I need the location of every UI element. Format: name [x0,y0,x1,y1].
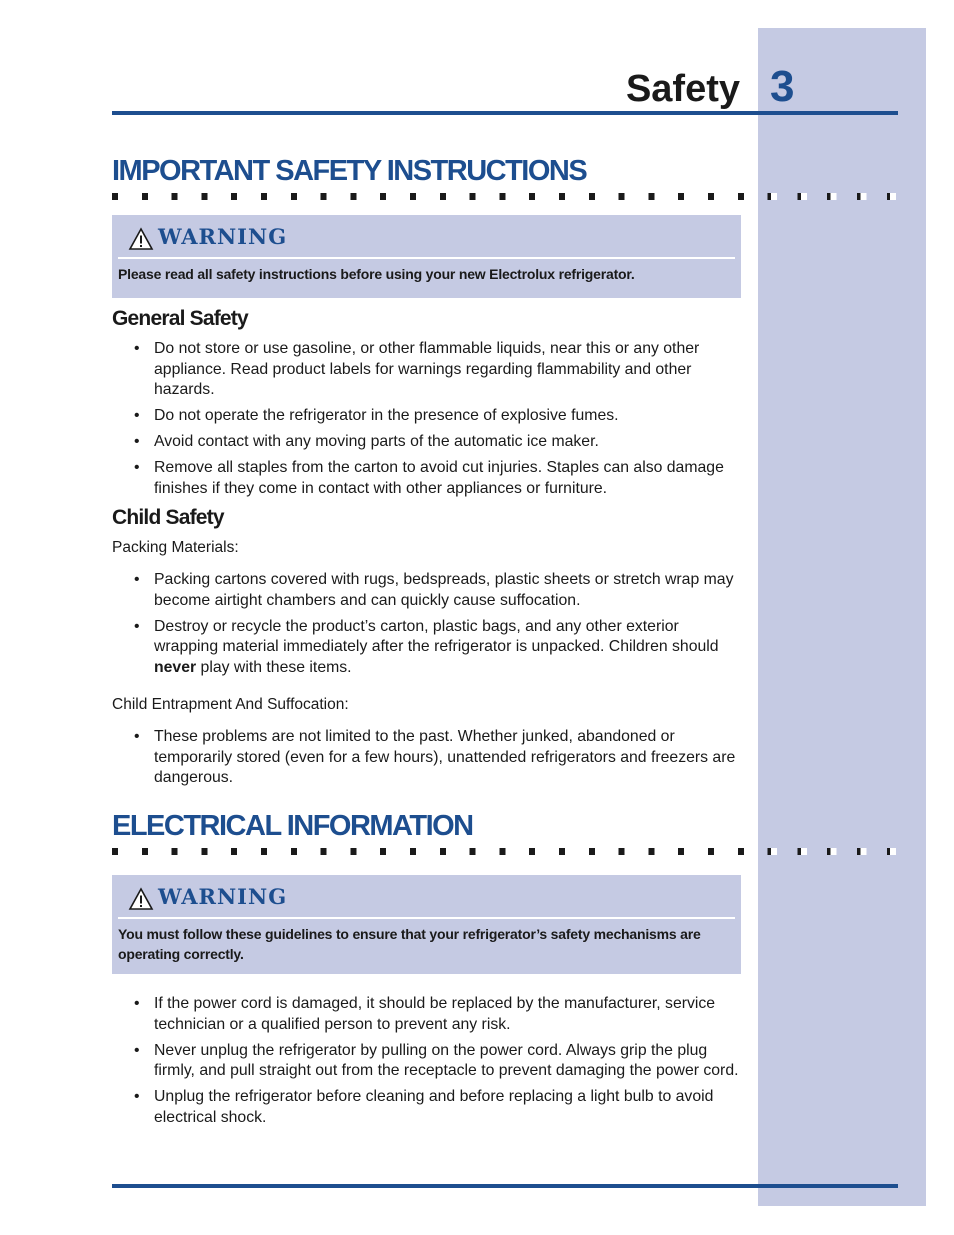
warning-box [112,215,741,298]
warning-box [112,875,741,974]
entrapment-label: Child Entrapment And Suffocation: [112,696,349,713]
warning-header [118,223,735,259]
list-item-text: play with these items. [196,658,352,676]
list-item: • Remove all staples from the carton to avoid cut injuries. Staples can also damage finishes if they come in contact with other appliances or furniture. [112,458,742,499]
list-item: • Avoid contact with any moving parts of the automatic ice maker. [112,432,742,453]
side-panel [758,28,926,1206]
section-heading-electrical: ELECTRICAL INFORMATION [112,810,473,842]
warning-triangle-icon [128,887,154,911]
warning-label: WARNING [158,884,288,909]
emphasis: never [154,658,197,676]
list-item [112,617,742,679]
general-safety-list [112,339,742,505]
footer-rule [112,1184,898,1188]
header-rule [112,111,898,115]
page-number: 3 [770,62,795,111]
list-item: • Packing cartons covered with rugs, bedspreads, plastic sheets or stretch wrap may become airtight chambers and can quickly cause suffocation. [112,570,742,611]
child-safety-heading: Child Safety [112,506,224,529]
entrapment-list [112,727,742,794]
general-safety-heading: General Safety [112,307,248,330]
list-item: • Do not operate the refrigerator in the presence of explosive fumes. [112,406,742,427]
page-title: Safety [625,68,740,110]
list-item-text: Destroy or recycle the product’s carton, plastic bags, and any other exterior wrapping material immediately after the refrigerator is unpacked. Children should [154,617,719,656]
section-heading-safety: IMPORTANT SAFETY INSTRUCTIONS [112,155,587,187]
warning-triangle-icon [128,227,154,251]
electrical-list [112,994,742,1134]
list-item: • If the power cord is damaged, it should be replaced by the manufacturer, service technician or a qualified person to prevent any risk. [112,994,742,1035]
list-item: • These problems are not limited to the past. Whether junked, abandoned or temporarily stored (even for a few hours), unattended refrigerators and freezers are dangerous. [112,727,742,789]
warning-label: WARNING [158,224,288,249]
packing-materials-label: Packing Materials: [112,539,239,556]
dotted-divider-side [771,193,901,200]
warning-text: You must follow these guidelines to ensure that your refrigerator’s safety mechanisms are operating correctly. [118,926,701,962]
list-item: • Do not store or use gasoline, or other flammable liquids, near this or any other appliance. Read product labels for warnings regarding flammability and other hazards. [112,339,742,401]
list-item: • Unplug the refrigerator before cleaning and before replacing a light bulb to avoid electrical shock. [112,1087,742,1128]
warning-text: Please read all safety instructions before using your new Electrolux refrigerator. [118,266,635,282]
list-item: • Never unplug the refrigerator by pulling on the power cord. Always grip the plug firmly, and pull straight out from the receptacle to prevent damaging the power cord. [112,1041,742,1082]
packing-list [112,570,742,684]
dotted-divider-side [771,848,901,855]
warning-header [118,883,735,919]
